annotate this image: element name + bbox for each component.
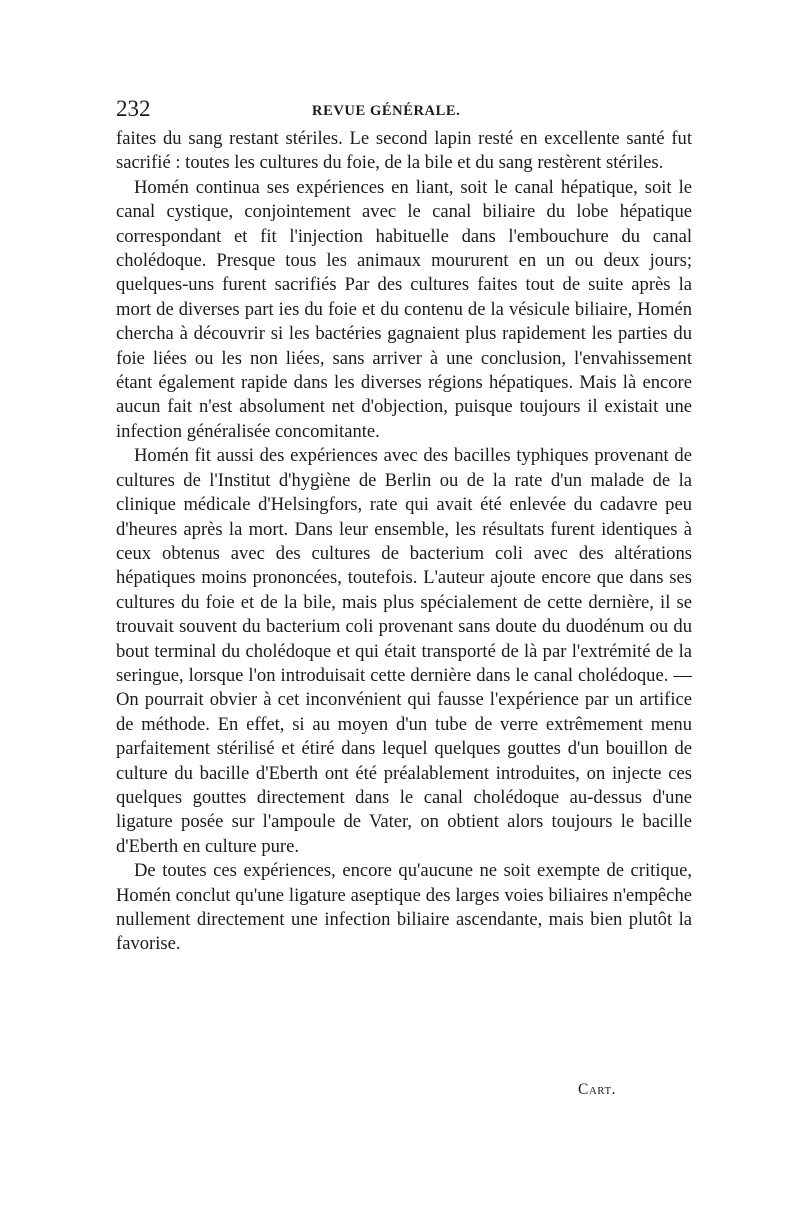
paragraph: Homén fit aussi des expériences avec des bacilles typhiques provenant de cultures de l'Institut d'hygiène de Berlin ou de la rate d'un malade de la clinique médicale d'Helsingfors, rate qui avait été enlevée du cadavre peu d'heures après la mort. Dans leur ensemble, les résultats furent identiques à ceux obtenus avec des cultures de bacterium coli avec des altérations hépatiques moins prononcées, toutefois. L'auteur ajoute encore que dans ses cultures du foie et de la bile, mais plus spécialement de cette dernière, il se trouvait souvent du bacterium coli provenant sans doute du duodénum ou du bout terminal du cholédoque et qui était transporté de là par l'extrémité de la seringue, lorsque l'on introduisait cette dernière dans le canal cholédoque. — On pourrait obvier à cet inconvénient qui fausse l'expérience par un artifice de méthode. En effet, si au moyen d'un tube de verre extrêmement menu parfaitement stérilisé et étiré dans lequel quelques gouttes d'un bouillon de culture du bacille d'Eberth ont été préalablement introduites, on injecte ces quelques gouttes directement dans le canal cholédoque au-dessus d'une ligature posée sur l'ampoule de Vater, on obtient alors toujours le bacille d'Eberth en culture pure. — [116, 445, 692, 857]
paragraph: Homén continua ses expériences en liant, soit le canal hépatique, soit le canal cystique, conjointement avec le canal biliaire du lobe hépatique correspondant et fit l'injection habituelle dans l'embouchure du canal cholédoque. Presque tous les animaux moururent en un ou deux jours; quelques-uns furent sacrifiés Par des cultures faites tout de suite après la mort de diverses part ies du foie et du contenu de la vésicule biliaire, Homén chercha à découvrir si les bactéries gagnaient plus rapidement les parties du foie liées ou les non liées, sans arriver à une conclusion, l'envahissement étant également rapide dans les diverses régions hépatiques. Mais là encore aucun fait n'est absolument net d'objection, puisque toujours il existait une infection généralisée concomitante. — [116, 176, 692, 442]
running-head: REVUE GÉNÉRALE. — [312, 103, 461, 119]
author-signature: Cart. — [578, 1081, 617, 1098]
paragraph: De toutes ces expériences, encore qu'aucune ne soit exempte de critique, Homén conclut qu'une ligature aseptique des larges voies biliaires n'empêche nullement directement une infection biliaire ascendante, mais bien plutôt la favorise. — [116, 860, 692, 955]
paragraph-continued: faites du sang restant stériles. Le second lapin resté en excellente santé fut sacrifié : toutes les cultures du foie, de la bile et du sang restèrent stériles. — [116, 128, 692, 174]
article-body — [116, 127, 692, 957]
page-header — [116, 95, 692, 125]
page-number: 232 — [116, 96, 151, 121]
